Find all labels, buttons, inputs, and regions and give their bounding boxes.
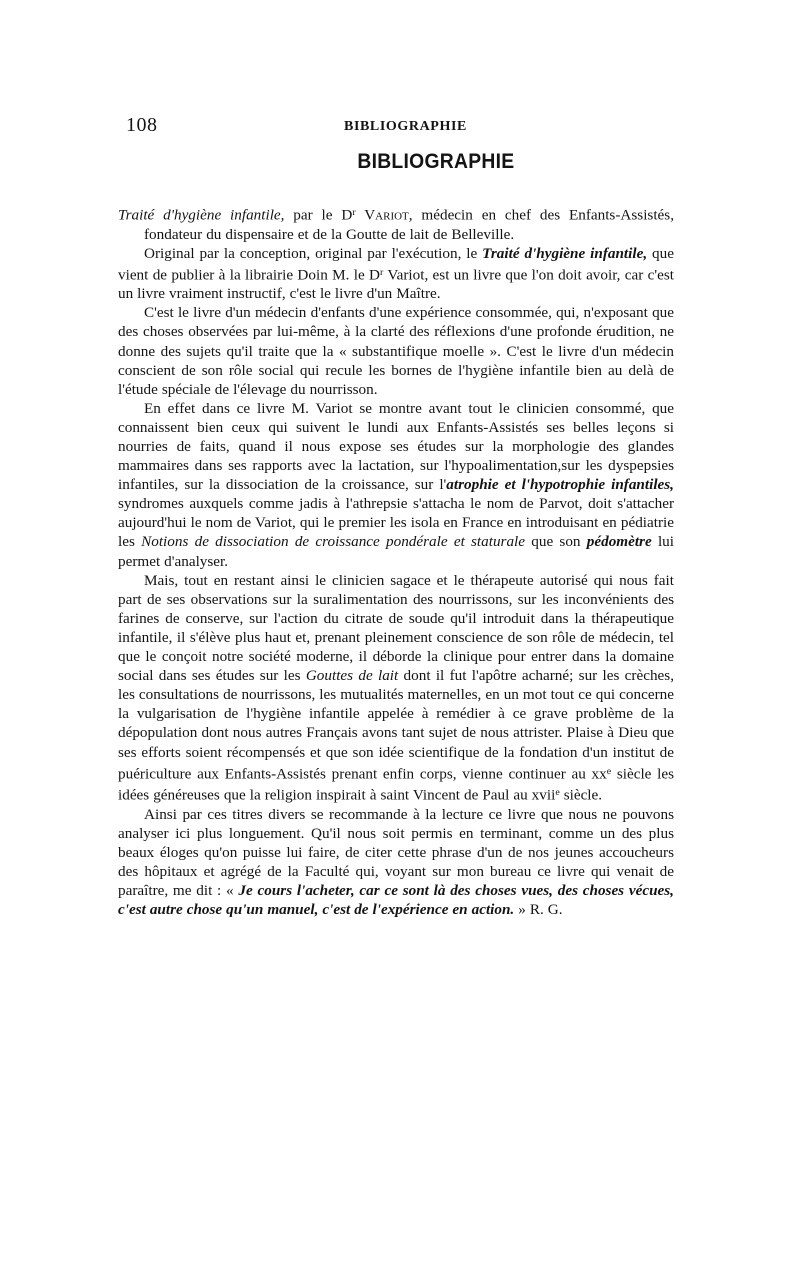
quotation: Je cours l'acheter, car ce sont là des choses vues, des choses vécues, c'est autre chose qu'un manuel, c'est de l'expérience en action. [118,882,674,919]
emphasis-notions: Notions de dissociation de croissance pondérale et staturale [141,533,526,551]
page-number: 108 [126,114,158,136]
text-run: que vient de publier à la librairie Doin M. le D [118,244,674,284]
superscript: e [606,765,612,777]
superscript: e [555,787,560,799]
text-run: , médecin en chef des Enfants-Assistés, fondateur du dispensaire et de la Goutte de lait de Belleville. [144,206,674,243]
text-run: Variot, est un livre que l'on doit avoir, car c'est un livre vraiment instructif, c'est le livre d'un Maître. [118,266,674,303]
author-name: Variot [355,206,409,224]
text-run: Original par la conception, original par l'exécution, le [144,244,483,262]
superscript: r [379,266,384,278]
text-run: par le D [284,206,353,224]
paragraph-2 [118,244,674,304]
text-run: En effet dans ce livre M. Variot se montre avant tout le clinicien consommé, que connaissent bien ceux qui suivent le lundi aux Enfants-Assistés ses belles leçons si nourries de faits, quand il nous expose ses études sur la morphologie des glandes mammaires dans ses rapports avec la lactation, sur l'hypoalimentation,sur les dyspepsies infantiles, sur la dissociation de la croissance, sur l' [118,399,674,494]
emphasis-pedometre: pédomètre [586,533,652,551]
superscript: r [352,207,356,218]
paragraph-4 [118,399,674,571]
text-run: lui permet d'analyser. [118,533,674,570]
text-run: siècle les idées généreuses que la religion inspirait à saint Vincent de Paul au xvii [118,765,675,804]
emphasis-atrophie: atrophie et l'hypotrophie infantiles, [446,476,674,494]
paragraph-book-reference [118,203,674,244]
paragraph-6 [118,805,674,920]
paragraph-5 [118,571,674,805]
book-title: Traité d'hygiène infantile, [118,206,285,224]
book-title-emphasis: Traité d'hygiène infantile, [482,244,648,262]
text-run: C'est le livre d'un médecin d'enfants d'une expérience consommée, qui, n'exposant que des choses observées par lui-même, à la clarté des réflexions d'une profonde érudition, ne donne des sujets qu'il traite que la « substantifique moelle ». C'est le livre d'un médecin conscient de son rôle social qui recule les bornes de l'hygiène infantile bien au delà de l'étude spéciale de l'élevage du nourrisson. [118,304,674,398]
running-head: BIBLIOGRAPHIE [344,119,467,134]
signature: » R. G. [514,901,563,919]
text-run: Mais, tout en restant ainsi le clinicien sagace et le thérapeute autorisé qui nous fait part de ses observations sur la suralimentation des nourrissons, sur les inconvénients des farines de conserve, sur l'action du citrate de soude qu'il introduit dans la thérapeutique infantile, il s'élève plus haut et, prenant pleinement conscience de son rôle de médecin, tel que le conçoit notre société moderne, il déborde la clinique pour entrer dans la domaine social dans ses études sur les [118,571,674,685]
text-run: que son [525,533,587,551]
section-title: BIBLIOGRAPHIE [357,150,515,173]
text-run: siècle. [559,786,603,804]
text-run: Ainsi par ces titres divers se recommande à la lecture ce livre que nous ne pouvons analyser ici plus longuement. Qu'il nous soit permis en terminant, comme un des plus beaux éloges qu'on puisse lui faire, de citer cette phrase d'un de nos jeunes accoucheurs des hôpitaux et agrégé de la Faculté qui, voyant sur mon bureau ce livre qui venait de paraître, me dit : « [118,805,674,900]
review-body [118,203,674,919]
text-run: syndromes auxquels comme jadis à l'athrepsie s'attacha le nom de Parvot, doit s'attacher aujourd'hui le nom de Variot, qui le premier les isola en France en introduisant en pédiatrie les [118,495,674,551]
emphasis-gouttes-de-lait: Gouttes de lait [305,667,399,685]
paragraph-3 [118,303,674,398]
text-run: dont il fut l'apôtre acharné; sur les crèches, les consultations de nourrissons, les mutualités maternelles, en un mot tout ce qui concerne la vulgarisation de l'hygiène infantile appelée à remédier à ce grave problème de la dépopulation dont nous autres Français avons tant sujet de nous attrister. Plaise à Dieu que ses efforts soient récompensés et que son idée scientifique de la fondation d'un institut de puériculture aux Enfants-Assistés prenant enfin corps, vienne continuer au xx [118,667,674,783]
